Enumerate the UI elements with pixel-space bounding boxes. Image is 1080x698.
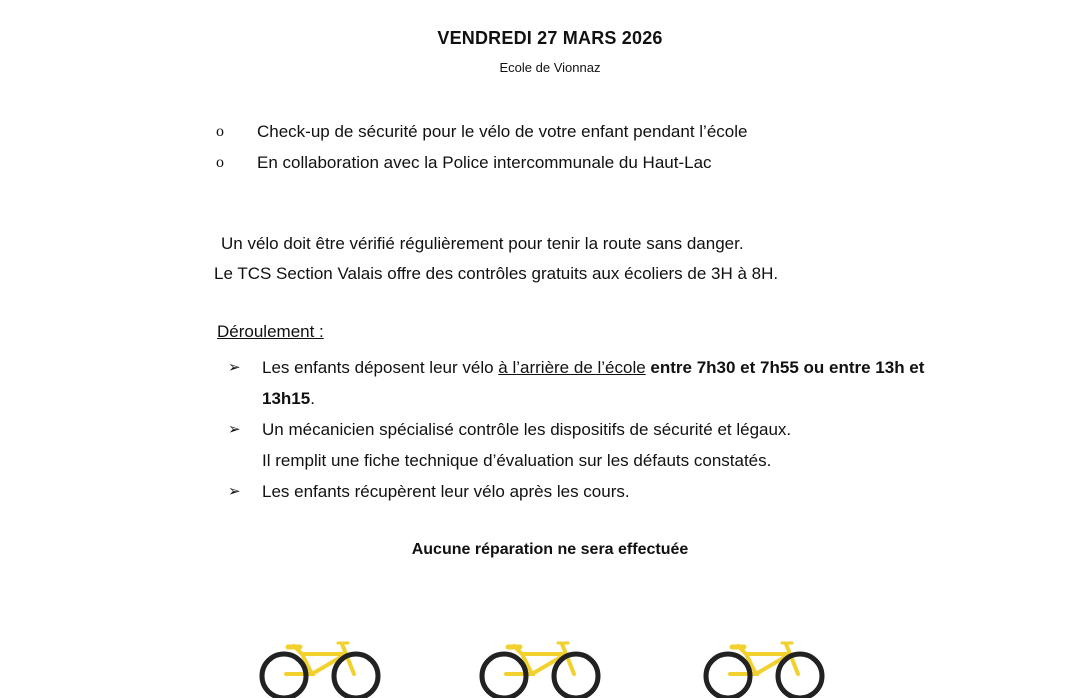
step-1-location: à l’arrière de l’école	[498, 358, 646, 377]
list-item	[216, 116, 747, 147]
intro-line-2: Le TCS Section Valais offre des contrôles gratuits aux écoliers de 3H à 8H.	[214, 264, 779, 283]
bicycle-illustrations	[0, 638, 1080, 678]
step-1-times: entre 7h30 et 7h55 ou entre 13h et 13h15	[262, 358, 925, 408]
location-subtitle: Ecole de Vionnaz	[499, 60, 601, 75]
intro-paragraph	[214, 229, 778, 289]
bullet: o	[216, 153, 224, 171]
list-item-text: En collaboration avec la Police intercommunale du Haut-Lac	[257, 152, 712, 172]
step-1-pre: Les enfants déposent leur vélo	[262, 358, 499, 377]
step-1-end: .	[310, 389, 315, 408]
step-3-text: Les enfants récupèrent leur vélo après les cours.	[262, 482, 630, 501]
step-2-line-1: Un mécanicien spécialisé contrôle les dispositifs de sécurité et légaux.	[262, 420, 792, 439]
bullet: o	[216, 122, 224, 140]
intro-line-1: Un vélo doit être vérifié régulièrement pour tenir la route sans danger.	[221, 234, 744, 253]
step-item	[228, 414, 928, 476]
bicycle-icon	[470, 638, 610, 698]
no-repair-notice: Aucune réparation ne sera effectuée	[411, 541, 689, 558]
bicycle-icon	[250, 638, 390, 698]
arrow-bullet-icon: ➢	[228, 483, 241, 500]
step-item	[228, 352, 928, 414]
step-2-line-2: Il remplit une fiche technique d’évaluation sur les défauts constatés.	[262, 451, 772, 470]
list-item-text: Check-up de sécurité pour le vélo de votre enfant pendant l’école	[257, 121, 748, 141]
procedure-heading: Déroulement :	[217, 322, 324, 341]
arrow-bullet-icon: ➢	[228, 421, 241, 438]
arrow-bullet-icon: ➢	[228, 359, 241, 376]
list-item	[216, 147, 747, 178]
bicycle-icon	[694, 638, 834, 698]
procedure-steps	[228, 352, 928, 507]
page-title: VENDREDI 27 MARS 2026	[437, 28, 663, 48]
step-text	[262, 352, 928, 414]
step-item	[228, 476, 928, 507]
step-text	[262, 414, 928, 476]
highlights-list	[216, 116, 747, 178]
